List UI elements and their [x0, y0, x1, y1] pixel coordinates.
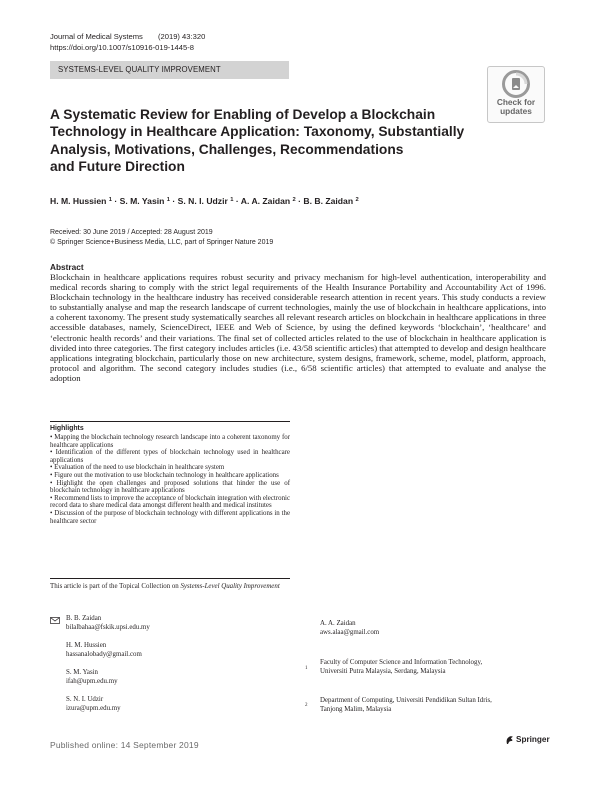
copyright-notice: © Springer Science+Business Media, LLC, part of Springer Nature 2019	[50, 239, 274, 246]
published-online-date: Published online: 14 September 2019	[50, 740, 199, 750]
contact-email[interactable]: ifah@upm.edu.my	[66, 678, 118, 685]
springer-horse-icon	[505, 735, 514, 745]
title-line: Analysis, Motivations, Challenges, Recommendations	[50, 141, 404, 157]
affiliation-line: Faculty of Computer Science and Information Technology,	[320, 659, 483, 666]
contact-email[interactable]: bilalbahaa@fskik.upsi.edu.my	[66, 624, 150, 631]
journal-citation	[50, 32, 205, 42]
abstract-text: Blockchain in healthcare applications requires robust security and privacy mechanism for high-level authentication, interoperability and medical records sharing to comply with the strict legal requirements of the Health Insurance Portability and Accountability Act of 1996. Blockchain technology in the healthcare industry has received considerable research attention in recent years. This study conducts a review to substantially analyse and map the research landscape of current technologies, mainly the use of blockchain in healthcare applications, into a coherent taxonomy. The present study systematically searches all relevant research articles on blockchain in healthcare applications in three accessible databases, namely, ScienceDirect, IEEE and Web of Science, by using the defined keywords ‘blockchain’, ‘healthcare’ and ‘electronic health records’ and their variations. The final set of collected articles related to the use of blockchain in healthcare application is divided into three categories. The first category includes articles (i.e. 43/58 scientific articles) that attempted to develop and design healthcare applications integrating blockchain, particularly those on new architecture, system designs, framework, scheme, model, platform, approach, protocol and algorithm. The second category includes studies (i.e., 6/58 scientific articles) that attempted to evaluate and analyse the adoption	[50, 272, 546, 383]
highlight-item: • Mapping the blockchain technology research landscape into a coherent taxonomy for healthcare applications	[50, 434, 290, 449]
highlight-item: • Evaluation of the need to use blockchain in healthcare system	[50, 464, 225, 472]
title-line: A Systematic Review for Enabling of Develop a Blockchain	[50, 107, 436, 122]
affiliation-number: 2	[305, 703, 308, 708]
journal-name: Journal of Medical Systems	[50, 32, 143, 41]
check-for-updates-icon	[502, 70, 530, 98]
title-line: and Future Direction	[50, 158, 185, 174]
collection-name[interactable]: Systems-Level Quality Improvement	[180, 583, 280, 590]
contact-email[interactable]: aws.alaa@gmail.com	[320, 629, 380, 636]
affiliation-2	[320, 696, 492, 714]
section-label: SYSTEMS-LEVEL QUALITY IMPROVEMENT	[58, 65, 221, 74]
author-name[interactable]: H. M. Hussien	[50, 196, 107, 206]
author-separator: ·	[235, 196, 239, 206]
highlight-item: • Figure out the motivation to use blockchain technology in healthcare applications	[50, 471, 279, 479]
author-name[interactable]: B. B. Zaidan	[303, 196, 354, 206]
author-affiliation-mark: 1	[230, 197, 234, 203]
author-affiliation-mark: 1	[166, 197, 171, 203]
contact-name: H. M. Hussien	[66, 642, 107, 649]
affiliation-line: Universiti Putra Malaysia, Serdang, Malaysia	[320, 668, 446, 675]
check-for-updates-label	[487, 98, 545, 116]
abstract-heading: Abstract	[50, 262, 84, 272]
journal-volume: (2019) 43:320	[158, 32, 206, 41]
contact-name: S. M. Yasin	[66, 669, 98, 676]
highlight-item: • Discussion of the purpose of blockchain technology with different applications in the healthcare sector	[50, 509, 290, 525]
check-label-line2: updates	[500, 106, 532, 116]
author-name[interactable]: S. M. Yasin	[119, 196, 165, 206]
contact-name: S. N. I. Udzir	[66, 696, 104, 703]
check-label-line1: Check for	[496, 97, 536, 107]
contact-name: B. B. Zaidan	[66, 615, 102, 622]
highlight-item: • Highlight the open challenges and proposed solutions that hinder the use of blockchain technology in healthcare applications	[50, 479, 290, 495]
contact-block	[66, 668, 118, 686]
title-line: Technology in Healthcare Application: Taxonomy, Substantially	[50, 124, 465, 140]
author-affiliation-mark: 2	[355, 197, 359, 203]
author-name[interactable]: A. A. Zaidan	[240, 196, 291, 206]
contact-block	[66, 695, 121, 713]
contact-block	[66, 641, 142, 659]
author-separator: ·	[298, 196, 302, 206]
topical-collection-note	[50, 582, 290, 591]
collection-divider	[50, 578, 290, 579]
highlight-item: • Recommend lists to improve the acceptance of blockchain integration with electronic record data to share medical data amongst different health and medical institutes	[50, 494, 290, 510]
affiliation-number: 1	[305, 666, 308, 671]
highlights-heading: Highlights	[50, 425, 84, 432]
highlight-item: • Identification of the different types of blockchain technology used in healthcare applications	[50, 449, 290, 464]
envelope-icon	[50, 617, 60, 624]
doi-link[interactable]: https://doi.org/10.1007/s10916-019-1445-8	[50, 43, 194, 52]
collection-prefix: This article is part of the Topical Collection on	[50, 583, 181, 590]
author-list	[50, 196, 359, 206]
author-affiliation-mark: 1	[108, 197, 112, 203]
contact-name: A. A. Zaidan	[320, 620, 356, 627]
author-separator: ·	[172, 196, 176, 206]
publisher-logo-text: Springer	[516, 735, 550, 744]
author-name[interactable]: S. N. I. Udzir	[177, 196, 228, 206]
contact-block	[66, 614, 150, 632]
author-affiliation-mark: 2	[292, 197, 296, 203]
article-title	[50, 106, 470, 175]
affiliation-line: Tanjong Malim, Malaysia	[320, 706, 392, 713]
author-separator: ·	[114, 196, 118, 206]
contact-block	[320, 619, 379, 637]
affiliation-line: Department of Computing, Universiti Pendidikan Sultan Idris,	[320, 697, 492, 704]
affiliation-1	[320, 658, 482, 676]
contact-email[interactable]: hassanalobady@gmail.com	[66, 651, 142, 658]
highlights-list	[50, 434, 290, 525]
received-accepted-dates: Received: 30 June 2019 / Accepted: 28 August 2019	[50, 229, 213, 236]
contact-email[interactable]: izura@upm.edu.my	[66, 705, 121, 712]
